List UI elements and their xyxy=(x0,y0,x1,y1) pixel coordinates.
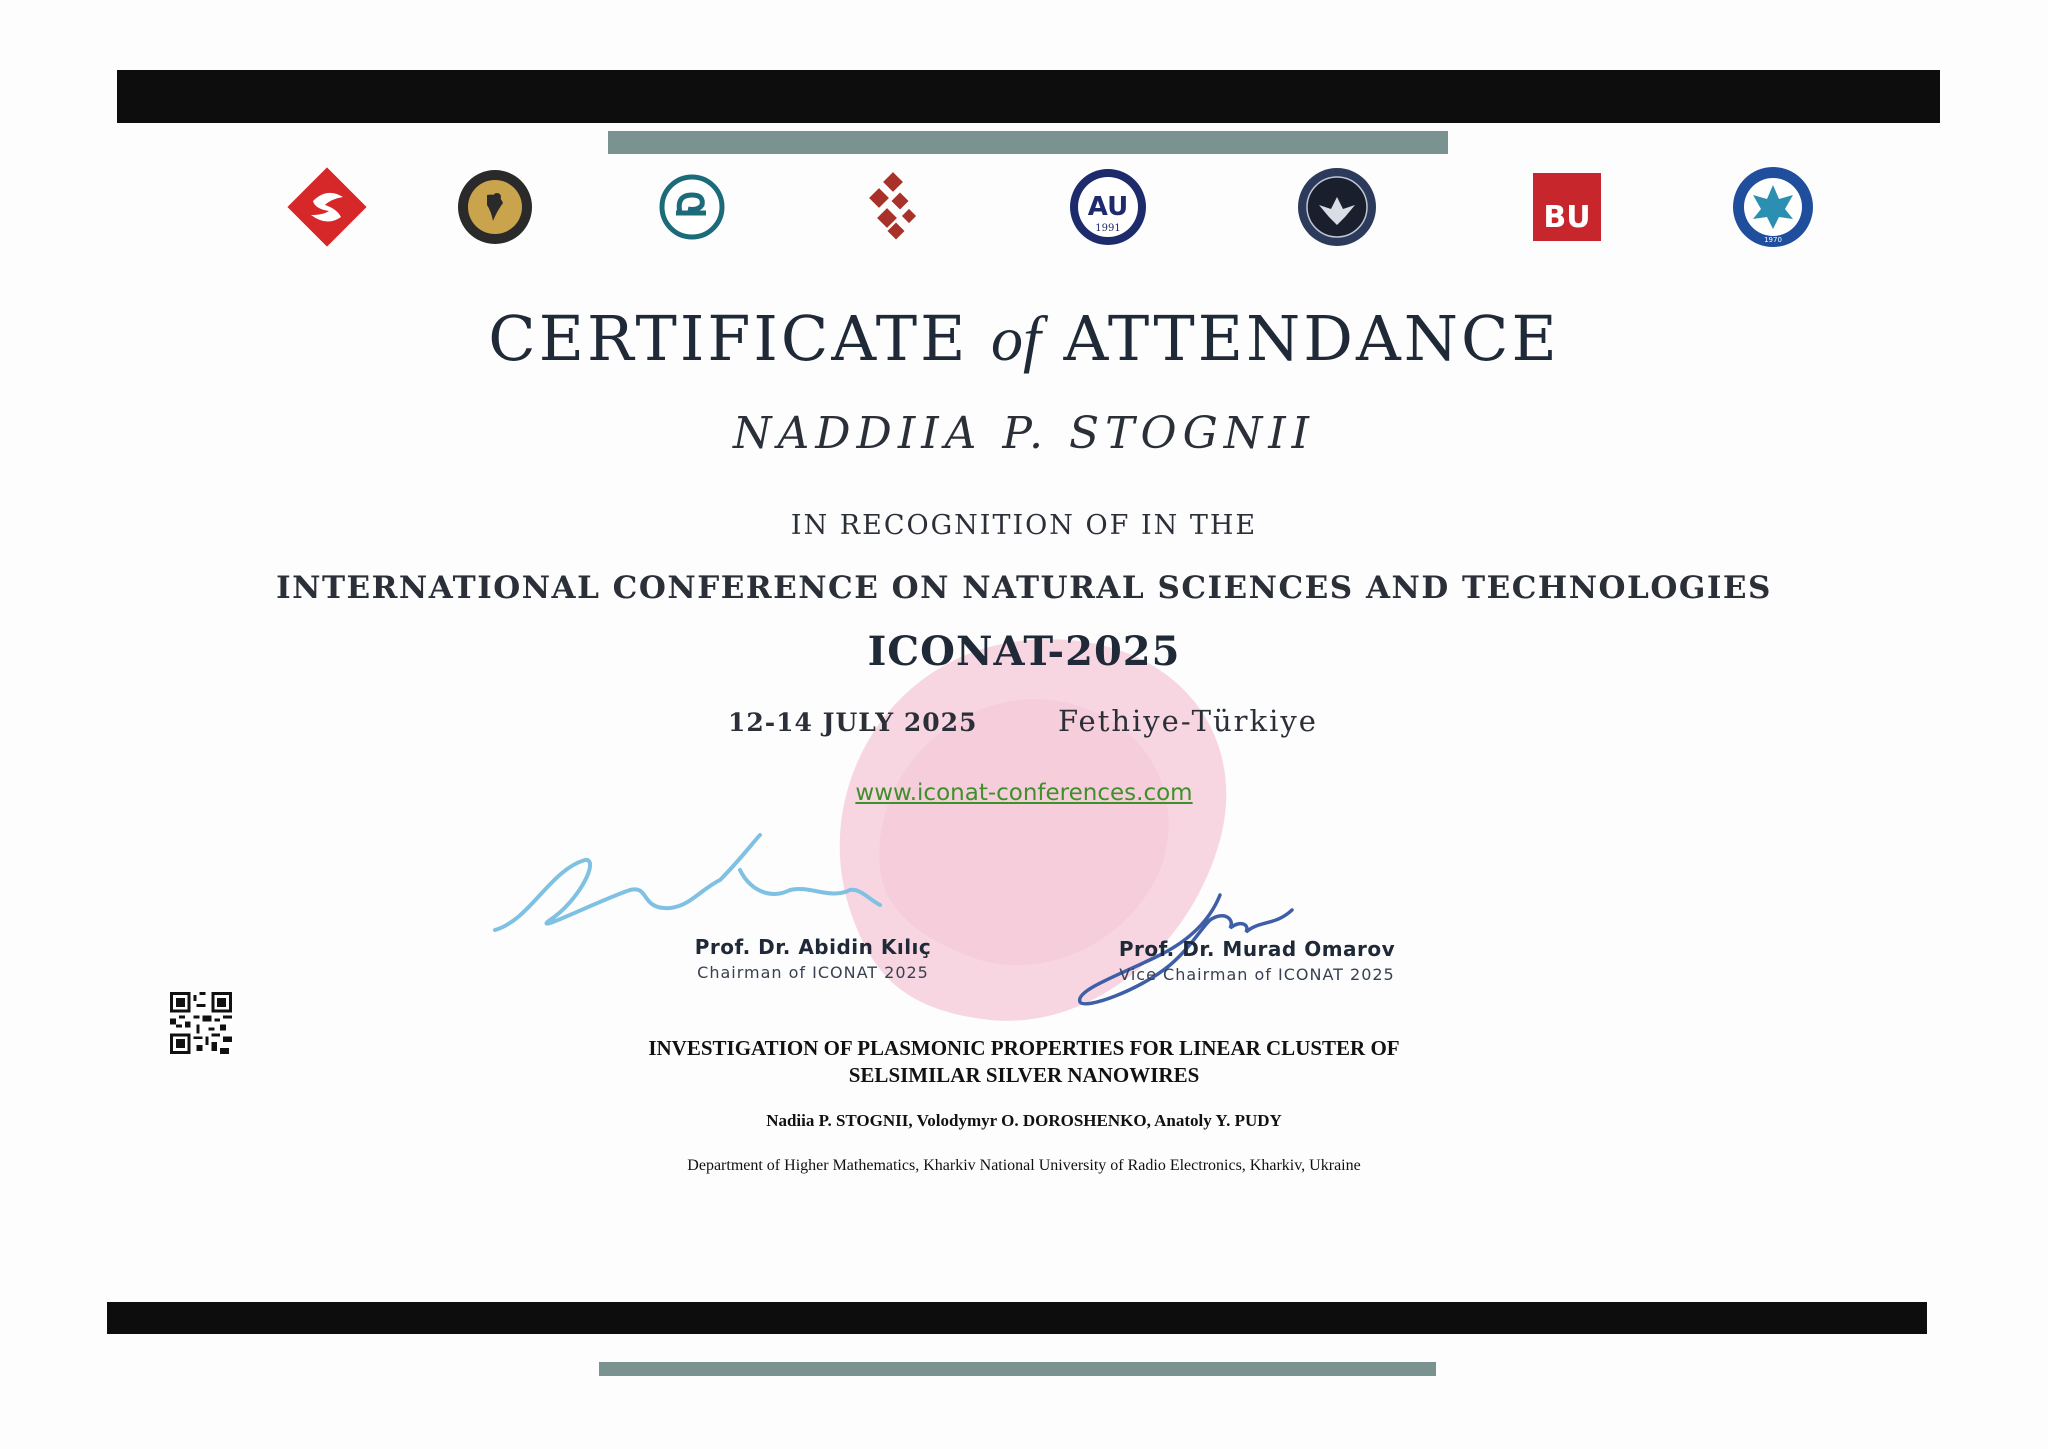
conference-dates: 12-14 JULY 2025 xyxy=(728,708,978,737)
logos-row xyxy=(275,165,1825,265)
au-university-logo-icon xyxy=(1066,165,1150,249)
signer-chairman xyxy=(633,935,993,982)
recipient-name: NADDIIA P. STOGNII xyxy=(733,408,1315,459)
top-black-bar xyxy=(117,70,1940,123)
title-main: CERTIFICATE xyxy=(488,302,969,375)
website-link[interactable]: www.iconat-conferences.com xyxy=(855,780,1193,806)
signer-name: Prof. Dr. Abidin Kılıç xyxy=(694,935,932,959)
bu-logo-icon xyxy=(1525,165,1609,249)
signer-name: Prof. Dr. Murad Omarov xyxy=(1118,937,1396,961)
teal-circle-logo-icon xyxy=(650,165,734,249)
signer-role: Chairman of ICONAT 2025 xyxy=(697,963,929,982)
red-s-logo-icon xyxy=(285,165,369,249)
signature-1-icon xyxy=(490,830,910,950)
conference-name: INTERNATIONAL CONFERENCE ON NATURAL SCIENCES AND TECHNOLOGIES xyxy=(276,570,1772,606)
svg-text:BU: BU xyxy=(1543,200,1591,235)
paper-affiliation: Department of Higher Mathematics, Kharkiv National University of Radio Electronics, Kharkiv, Ukraine xyxy=(687,1157,1361,1174)
paper-title-line2: SELSIMILAR SILVER NANOWIRES xyxy=(848,1063,1200,1087)
eagle-seal-logo-icon xyxy=(1295,165,1379,249)
certificate-title xyxy=(0,302,2048,376)
title-end: ATTENDANCE xyxy=(1063,302,1560,375)
bottom-grey-bar xyxy=(599,1362,1436,1376)
title-of: of xyxy=(991,303,1041,374)
website-link-wrapper xyxy=(0,780,2048,806)
signer-role: Vice Chairman of ICONAT 2025 xyxy=(1119,965,1395,984)
paper-title-line1: INVESTIGATION OF PLASMONIC PROPERTIES FOR LINEAR CLUSTER OF xyxy=(648,1036,1400,1060)
gold-seal-logo-icon xyxy=(453,165,537,249)
paper-authors: Nadiia P. STOGNII, Volodymyr O. DOROSHENKO, Anatoly Y. PUDY xyxy=(766,1111,1282,1130)
svg-text:AU: AU xyxy=(1087,192,1129,222)
bottom-black-bar xyxy=(107,1302,1927,1334)
svg-text:1970: 1970 xyxy=(1764,236,1782,244)
svg-text:1991: 1991 xyxy=(1095,223,1121,234)
red-diamond-logo-icon xyxy=(850,165,934,249)
signer-vice-chairman xyxy=(1077,937,1437,984)
top-grey-bar xyxy=(608,131,1448,154)
conference-location: Fethiye-Türkiye xyxy=(1058,704,1318,738)
recognition-text: IN RECOGNITION OF IN THE xyxy=(790,510,1258,541)
osmangazi-university-logo-icon xyxy=(1731,165,1815,249)
paper-title xyxy=(0,1035,2048,1089)
conference-acronym: ICONAT-2025 xyxy=(867,628,1181,675)
